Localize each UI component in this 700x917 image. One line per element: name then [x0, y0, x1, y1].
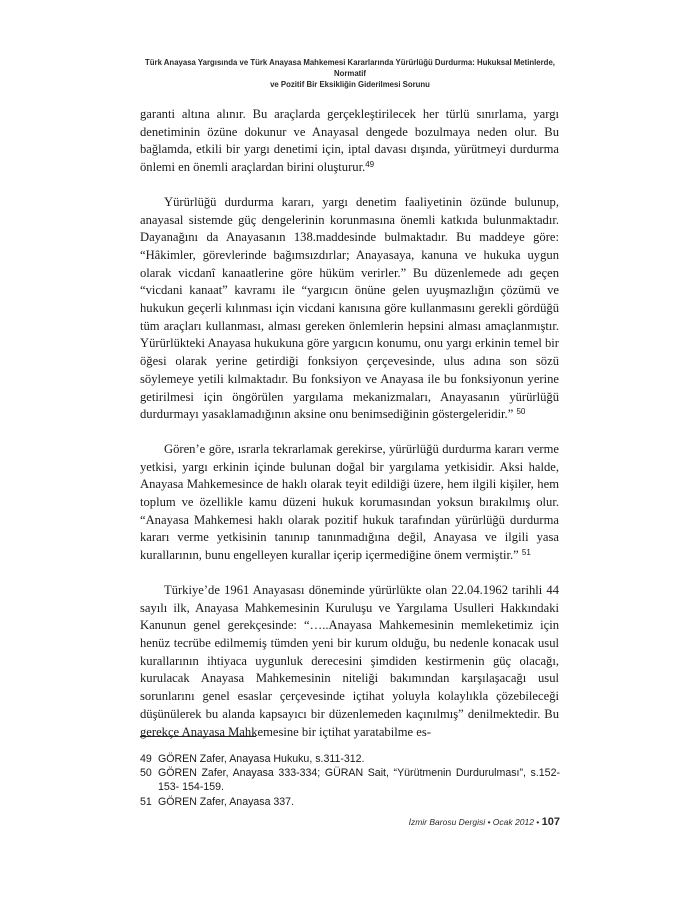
header-line-2: ve Pozitif Bir Eksikliğin Giderilmesi Sorunu	[270, 80, 430, 89]
body-text	[140, 106, 559, 758]
paragraph-text: Gören’e göre, ısrarla tekrarlamak gerekirse, yürürlüğü durdurma kararı verme yetkisi, yargı erkinin içinde bulunan doğal bir yargılama yetkisidir. Aksi halde, Anayasa Mahkemesince de haklı olarak teyit edildiği üzere, hem ilgili kişiler, hem toplum ve özellikle kamu düzeni hukuk korumasından yoksun bırakılmış olur. “Anayasa Mahkemesi haklı olarak pozitif hukuk tarafından yürürlüğü durdurma kararı verme yetkisinin tanınıp tanınmadığına değil, Anayasa ve ilgili yasa kurallarının, bunu engelleyen kurallar içerip içermediğine önem vermiştir.”	[140, 441, 559, 563]
footnote-number: 51	[140, 795, 152, 808]
paragraph	[140, 582, 559, 741]
footnote-number: 50	[140, 767, 152, 780]
journal-name: İzmir Barosu Dergisi • Ocak 2012 •	[408, 817, 540, 827]
page-footer	[140, 816, 560, 828]
footnote	[140, 795, 560, 809]
footnote-text: GÖREN Zafer, Anayasa Hukuku, s.311-312.	[158, 753, 365, 765]
running-header	[130, 57, 570, 90]
paragraph-text: Türkiye’de 1961 Anayasası döneminde yürürlükte olan 22.04.1962 tarihli 44 sayılı ilk, Anayasa Mahkemesinin Kuruluşu ve Yargılama Usulleri Hakkındaki Kanunun genel gerekçesinde: “…..Anayasa Mahkemesinin memleketimiz için henüz tecrübe edilmemiş tümden yeni bir kurum olduğu, bu nedenle konacak usul kurallarının ihtiyaca uygunluk derecesini şimdiden kestirmenin güç olacağı, kurulacak Anayasa Mahkemesinin niteliği bakımından karşılaşacağı usul sorunlarını genel esaslar çerçevesinde içtihat yoluyla kolaylıkla çözebileceği düşünülerek bu alanda kapsayıcı bir düzenlemeden kaçınılmış” denilmektedir. Bu gerekçe Anayasa Mahkemesine bir içtihat yaratabilme es-	[140, 582, 559, 739]
paragraph-text: Yürürlüğü durdurma kararı, yargı denetim faaliyetinin özünde bulunup, anayasal sistemde güç dengelerinin korunmasına önemli katkıda bulunmaktadır. Dayanağını da Anayasanın 138.maddesinde bulmaktadır. Bu maddeye göre: “Hâkimler, görevlerinde bağımsızdırlar; Anayasaya, kanuna ve hukuka uygun olarak vicdanî kanaatlerine göre hüküm verirler.” Bu düzenlemede adı geçen “vicdani kanaat” kavramı ile “yargıcın önüne gelen uyuşmazlığın çözümü ve hukukun geçerli kılınması için vicdani kanısına göre kullanmasını gerekli gördüğü tüm araçları kullanması, alması gereken önlemlerin hepsini alması amaçlanmıştır. Yürürlükteki Anayasa hukukuna göre yargıcın konumu, onu yargı erkinin temel bir öğesi olarak yerine getirdiği fonksiyon çerçevesinde, ulus adına son sözü söylemeye yetili kılmaktadır. Bu fonksiyon ve Anayasa ile bu fonksiyonun yerine getirilmesi için öngörülen yargılama mekanizmaları, Anayasanın yürürlüğü durdurmayı yasaklamadığının aksine onu benimsediğinin göstergeleridir.”	[140, 194, 559, 422]
header-line-1: Türk Anayasa Yargısında ve Türk Anayasa Mahkemesi Kararlarında Yürürlüğü Durdurma: Hukuksal Metinlerde, Normatif	[145, 58, 555, 78]
footnote-number: 49	[140, 753, 152, 765]
footnote-ref: 50	[516, 407, 526, 417]
paragraph	[140, 106, 559, 177]
footnotes	[140, 752, 560, 809]
footnote-text: GÖREN Zafer, Anayasa 333-334; GÜRAN Sait, “Yürütmenin Durdurulması”, s.152-153- 154-159.	[158, 767, 560, 794]
paragraph	[140, 441, 559, 565]
footnote-separator	[140, 736, 256, 737]
footnote-ref: 51	[521, 548, 531, 558]
paragraph-text: garanti altına alınır. Bu araçlarda gerçekleştirilecek her türlü sınırlama, yargı denetiminin özüne dokunur ve Anayasal dengede bozulmaya neden olur. Bu bağlamda, etkili bir yargı denetimi için, iptal davası dışında, yürütmeyi durdurma önlemi en önemli araçlardan birini oluşturur.	[140, 107, 559, 175]
footnote-ref: 49	[365, 160, 375, 170]
footnote	[140, 752, 560, 766]
page-number: 107	[541, 816, 560, 828]
paragraph	[140, 194, 559, 424]
footnote-text: GÖREN Zafer, Anayasa 337.	[158, 795, 295, 808]
footnote	[140, 766, 560, 794]
